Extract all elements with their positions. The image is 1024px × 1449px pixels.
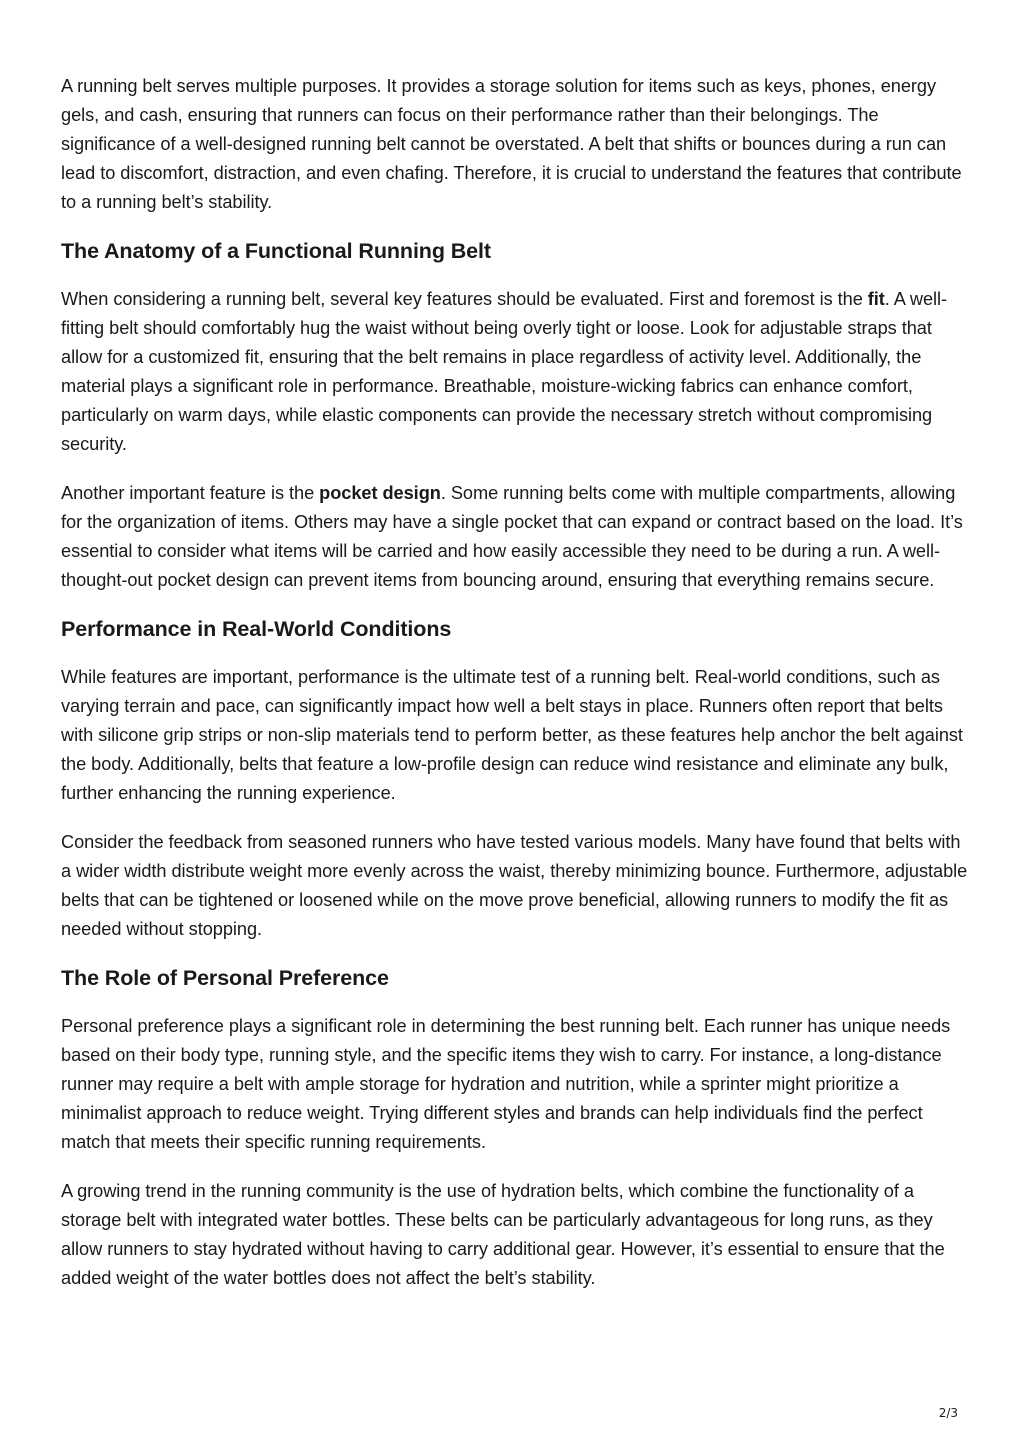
pocket-design-emphasis: pocket design (319, 483, 441, 503)
anatomy-fit-text-before: When considering a running belt, several key features should be evaluated. First and foremost is the (61, 289, 868, 309)
heading-anatomy: The Anatomy of a Functional Running Belt (61, 239, 491, 263)
performance-paragraph-2: Consider the feedback from seasoned runners who have tested various models. Many have found that belts with a wider width distribute weight more evenly across the waist, thereby minimizing bounce. Furthermore, adjustable belts that can be tightened or loosened while on the move prove beneficial, allowing runners to modify the fit as needed without stopping. (61, 832, 968, 939)
fit-emphasis: fit (867, 289, 885, 309)
intro-paragraph: A running belt serves multiple purposes. It provides a storage solution for items such as keys, phones, energy gels, and cash, ensuring that runners can focus on their performance rather than their belongings. The significance of a well-designed running belt cannot be overstated. A belt that shifts or bounces during a run can lead to discomfort, distraction, and even chafing. Therefore, it is crucial to understand the features that contribute to a running belt’s stability. (61, 76, 962, 212)
anatomy-pocket-text-before: Another important feature is the (61, 483, 320, 503)
anatomy-paragraph-pocket (61, 479, 969, 595)
page-number: 2/3 (938, 1406, 958, 1420)
heading-performance: Performance in Real-World Conditions (61, 617, 452, 641)
preference-paragraph-1: Personal preference plays a significant role in determining the best running belt. Each runner has unique needs based on their body type, running style, and the specific items they wish to carry. For instance, a long-distance runner may require a belt with ample storage for hydration and nutrition, while a sprinter might prioritize a minimalist approach to reduce weight. Trying different styles and brands can help individuals find the perfect match that meets their specific running requirements. (61, 1016, 951, 1152)
anatomy-fit-text-after: . A well-fitting belt should comfortably hug the waist without being overly tight or loose. Look for adjustable straps that allow for a customized fit, ensuring that the belt remains in place regardless of activity level. Additionally, the material plays a significant role in performance. Breathable, moisture-wicking fabrics can enhance comfort, particularly on warm days, while elastic components can provide the necessary stretch without compromising security. (61, 289, 948, 454)
performance-paragraph-1: While features are important, performance is the ultimate test of a running belt. Real-world conditions, such as varying terrain and pace, can significantly impact how well a belt stays in place. Runners often report that belts with silicone grip strips or non-slip materials tend to perform better, as these features help anchor the belt against the body. Additionally, belts that feature a low-profile design can reduce wind resistance and eliminate any bulk, further enhancing the running experience. (61, 667, 963, 803)
heading-preference: The Role of Personal Preference (61, 966, 389, 990)
anatomy-pocket-text-after: . Some running belts come with multiple compartments, allowing for the organization of items. Others may have a single pocket that can expand or contract based on the load. It’s essential to consider what items will be carried and how easily accessible they need to be during a run. A well-thought-out pocket design can prevent items from bouncing around, ensuring that everything remains secure. (61, 483, 963, 590)
document-body (61, 72, 969, 1313)
anatomy-paragraph-fit (61, 285, 969, 459)
preference-paragraph-2: A growing trend in the running community is the use of hydration belts, which combine the functionality of a storage belt with integrated water bottles. These belts can be particularly advantageous for long runs, as they allow runners to stay hydrated without having to carry additional gear. However, it’s essential to ensure that the added weight of the water bottles does not affect the belt’s stability. (61, 1181, 945, 1288)
